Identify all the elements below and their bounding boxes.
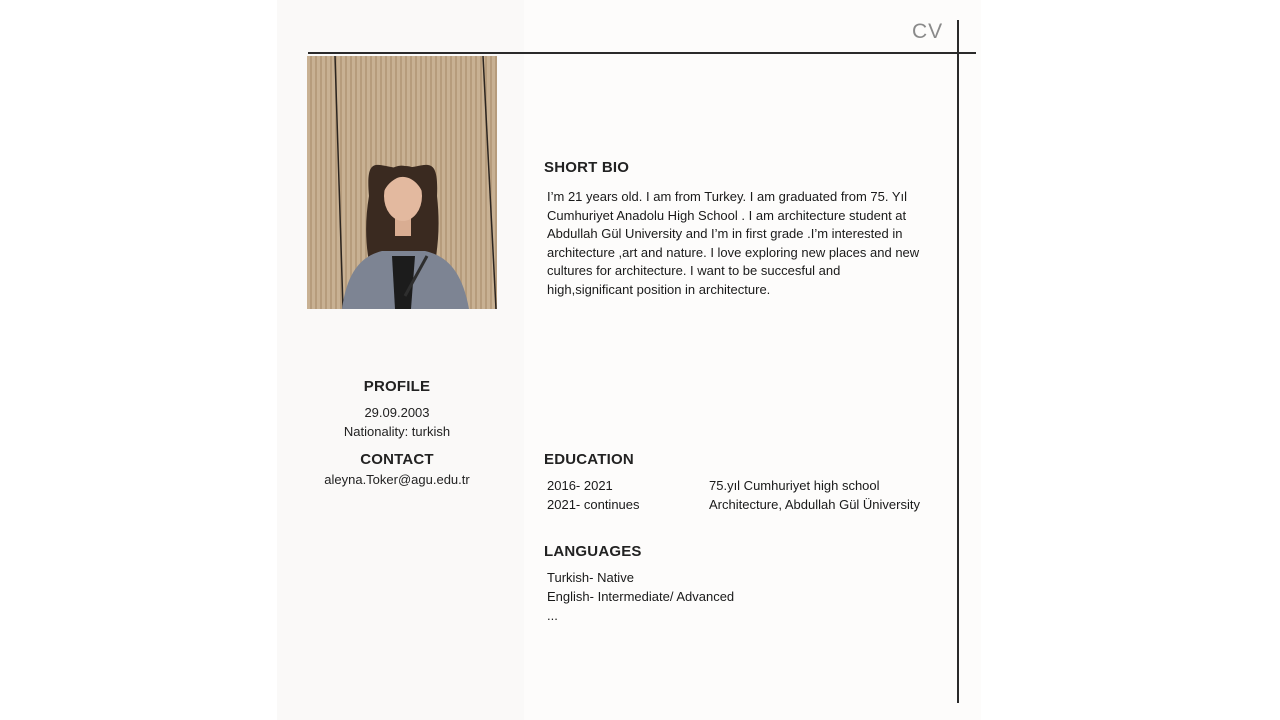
- portrait-illustration: [307, 56, 497, 309]
- contact-section: [307, 451, 487, 489]
- education-years: 2016- 2021: [547, 478, 613, 493]
- languages-heading: LANGUAGES: [544, 543, 642, 560]
- bio-line: cultures for architecture. I want to be succesful and: [547, 263, 841, 278]
- profile-photo: [307, 56, 497, 309]
- header-rule: [308, 52, 976, 54]
- education-institution: Architecture, Abdullah Gül Üniversity: [709, 497, 920, 512]
- language-item: Turkish- Native: [547, 570, 634, 585]
- nationality: Nationality: turkish: [343, 424, 451, 439]
- education-heading: EDUCATION: [544, 451, 634, 468]
- bio-line: architecture ,art and nature. I love exploring new places and new: [547, 244, 920, 260]
- education-years: 2021- continues: [547, 497, 640, 512]
- contact-email[interactable]: aleyna.Toker@agu.edu.tr: [324, 472, 470, 487]
- bio-line: I’m 21 years old. I am from Turkey. I am graduated from 75. Yıl: [547, 189, 908, 204]
- bio-line: high,significant position in architecture.: [547, 281, 771, 297]
- contact-heading: CONTACT: [360, 451, 434, 468]
- language-item: English- Intermediate/ Advanced: [547, 589, 735, 604]
- cv-label: CV: [912, 20, 944, 43]
- languages-list: [547, 568, 734, 625]
- short-bio-heading: SHORT BIO: [544, 159, 630, 176]
- bio-line: Abdullah Gül University and I’m in first grade .I’m interested in: [547, 226, 903, 241]
- short-bio-text: [547, 188, 947, 299]
- vertical-rule: [957, 20, 959, 703]
- language-item: ...: [547, 608, 558, 623]
- birthdate: 29.09.2003: [364, 405, 430, 420]
- profile-section: [307, 378, 487, 441]
- profile-heading: PROFILE: [363, 378, 431, 395]
- bio-line: Cumhuriyet Anadolu High School . I am architecture student at: [547, 207, 907, 223]
- education-institution: 75.yıl Cumhuriyet high school: [709, 478, 880, 493]
